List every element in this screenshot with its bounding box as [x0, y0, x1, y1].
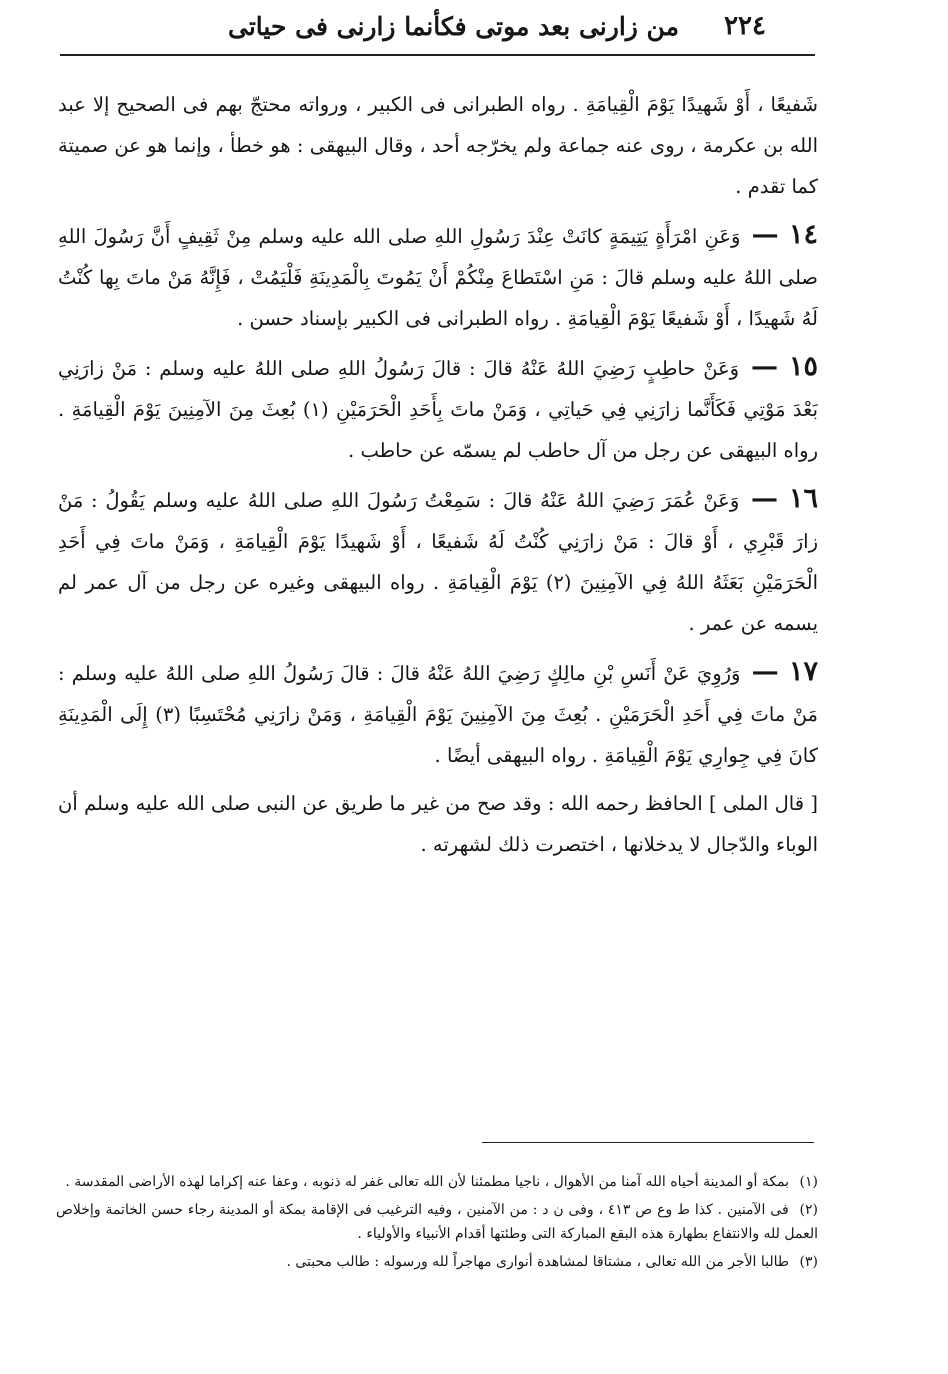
header-rule: [60, 54, 815, 56]
hadith-15: [58, 346, 818, 471]
footnote-3: [56, 1250, 818, 1274]
footnote-1: [56, 1170, 818, 1194]
hadith-14: [58, 214, 818, 339]
hadith-number: ١٧ —: [751, 656, 819, 687]
footnote-2: [56, 1198, 818, 1246]
hadith-16: [58, 478, 818, 644]
hadith-number: ١٥ —: [750, 351, 818, 382]
hadith-text: وَعَنْ عُمَرَ رَضِيَ اللهُ عَنْهُ قالَ : سَمِعْتُ رَسُولَ اللهِ صلى اللهُ عليه وسلم يَقُولُ : مَنْ زارَ قَبْرِي ، أَوْ قالَ : مَنْ زارَنِي كُنْتُ لَهُ شَفيعًا ، أَوْ شَهيدًا يَوْمَ الْقِيامَةِ ، وَمَنْ ماتَ فِي أَحَدِ الْحَرَمَيْنِ بَعَثَهُ اللهُ فِي الآمِنِينَ (٢) يَوْمَ الْقِيامَةِ . رواه البيهقى وغيره عن رجل من آل عمر لم يسمه عن عمر .: [58, 489, 818, 635]
footnotes: [56, 1170, 818, 1278]
page-number: ٢٢٤: [724, 11, 766, 41]
hadith-text: وَعَنِ امْرَأَةٍ يَتِيمَةٍ كانَتْ عِنْدَ رَسُولِ اللهِ صلى الله عليه وسلم مِنْ ثَقِيفٍ أَنَّ رَسُولَ اللهِ صلى اللهُ عليه وسلم قالَ : مَنِ اسْتَطاعَ مِنْكُمْ أَنْ يَمُوتَ بِالْمَدِينَةِ فَلْيَمُتْ ، فَإِنَّهُ مَنْ ماتَ بِها كُنْتُ لَهُ شَهيدًا ، أَوْ شَفيعًا يَوْمَ الْقِيامَةِ . رواه الطبرانى فى الكبير بإسناد حسن .: [58, 225, 818, 330]
footnote-number: (١): [799, 1174, 818, 1190]
footnote-text: طالبا الأجر من الله تعالى ، مشتاقا لمشاهدة أنوارى مهاجراً لله ورسوله : طالب محبتى .: [286, 1254, 790, 1270]
editor-note: [ قال الملى ] الحافظ رحمه الله : وقد صح من غير ما طريق عن النبى صلى الله عليه وسلم أن الوباء والدّجال لا يدخلانها ، اختصرت ذلك لشهرته .: [58, 792, 818, 856]
page-header: [58, 8, 810, 44]
continued-paragraph: شَفيعًا ، أَوْ شَهيدًا يَوْمَ الْقِيامَةِ . رواه الطبرانى فى الكبير ، ورواته محتجّ بهم فى الصحيح إلا عبد الله بن عكرمة ، روى عنه جماعة ولم يخرّجه أحد ، وقال البيهقى : هو خطأ ، وإنما هو عن صميتة كما تقدم .: [58, 93, 818, 198]
main-text: [58, 84, 818, 872]
footnote-text: بمكة أو المدينة أحياه الله آمنا من الأهوال ، ناجيا مطمئنا لأن الله تعالى غفر له ذنوبه ، وعفا عنه إكراما لهذه الأراضى المقدسة .: [65, 1174, 790, 1190]
footnote-rule: [482, 1142, 814, 1143]
running-title: من زارنى بعد موتى فكأنما زارنى فى حياتى: [228, 11, 679, 41]
hadith-text: وَرُوِيَ عَنْ أَنَسِ بْنِ مالِكٍ رَضِيَ اللهُ عَنْهُ قالَ : قالَ رَسُولُ اللهِ صلى اللهُ عليه وسلم : مَنْ ماتَ فِي أَحَدِ الْحَرَمَيْنِ . بُعِثَ مِنَ الآمِنِينَ يَوْمَ الْقِيامَةِ ، وَمَنْ زارَنِي مُحْتَسِبًا (٣) إِلَى الْمَدِينَةِ كانَ فِي جِوارِي يَوْمَ الْقِيامَةِ . رواه البيهقى أيضًا .: [58, 662, 818, 767]
footnote-text: فى الآمنين . كذا ط وع ص ٤١٣ ، وفى ن د : من الآمنين ، وفيه الترغيب فى الإقامة بمكة أو المدينة رجاء حسن الخاتمة وإخلاص العمل لله والانتفاع بطهارة هذه البقع المباركة التى وطئتها أقدام الأنبياء والأولياء .: [56, 1202, 818, 1242]
footnote-number: (٢): [799, 1202, 818, 1218]
hadith-number: ١٤ —: [751, 219, 819, 250]
hadith-text: وَعَنْ حاطِبٍ رَضِيَ اللهُ عَنْهُ قالَ : قالَ رَسُولُ اللهِ صلى اللهُ عليه وسلم : مَنْ زارَنِي بَعْدَ مَوْتِي فَكَأَنَّما زارَنِي فِي حَياتِي ، وَمَنْ ماتَ بِأَحَدِ الْحَرَمَيْنِ (١) بُعِثَ مِنَ الآمِنِينَ يَوْمَ الْقِيامَةِ . رواه البيهقى عن رجل من آل حاطب لم يسمّه عن حاطب .: [58, 357, 818, 462]
hadith-17: [58, 651, 818, 776]
hadith-number: ١٦ —: [751, 483, 818, 514]
footnote-number: (٣): [799, 1254, 818, 1270]
